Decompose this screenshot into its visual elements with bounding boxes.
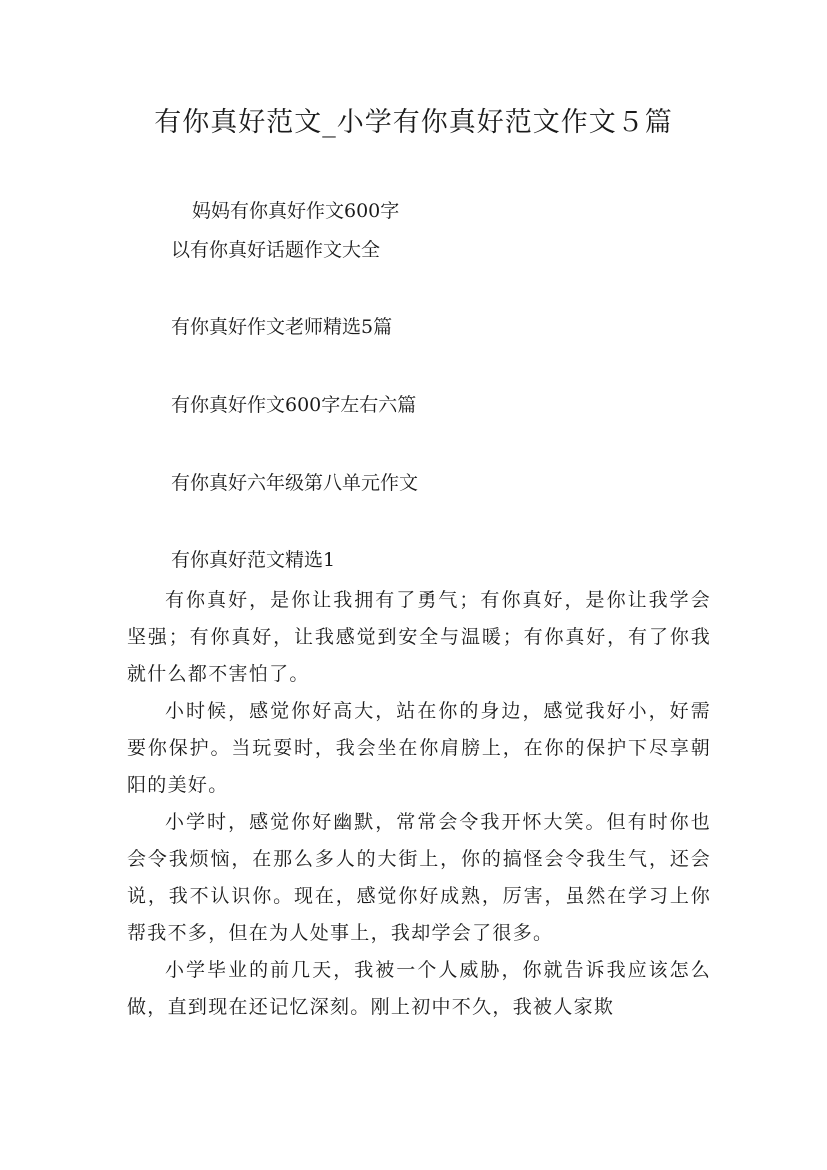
paragraph: 小时候，感觉你好高大，站在你的身边，感觉我好小，好需要你保护。当玩耍时，我会坐在你肩膀上，在你的保护下尽享朝阳的美好。: [127, 700, 711, 796]
paragraph: 小学时，感觉你好幽默，常常会令我开怀大笑。但有时你也会令我烦恼，在那么多人的大街上，你的搞怪会令我生气，还会说，我不认识你。现在，感觉你好成熟，厉害，虽然在学习上你帮我不多，但在为人处事上，我却学会了很多。: [127, 811, 711, 944]
related-article-link[interactable]: 有你真好作文老师精选5篇: [171, 316, 393, 338]
document-title: 有你真好范文_小学有你真好范文作文５篇: [154, 107, 673, 138]
article-body: [127, 582, 711, 1026]
related-article-link[interactable]: 有你真好六年级第八单元作文: [171, 472, 419, 494]
paragraph: 小学毕业的前几天，我被一个人威胁，你就告诉我应该怎么做，直到现在还记忆深刻。刚上初中不久，我被人家欺: [127, 959, 711, 1018]
related-article-link[interactable]: 以有你真好话题作文大全: [171, 239, 381, 261]
section-heading: 有你真好范文精选1: [171, 549, 336, 571]
related-article-link[interactable]: 有你真好作文600字左右六篇: [171, 394, 417, 416]
related-article-link[interactable]: 妈妈有你真好作文600字: [192, 200, 400, 222]
paragraph: 有你真好，是你让我拥有了勇气；有你真好，是你让我学会坚强；有你真好，让我感觉到安全与温暖；有你真好，有了你我就什么都不害怕了。: [127, 589, 711, 685]
